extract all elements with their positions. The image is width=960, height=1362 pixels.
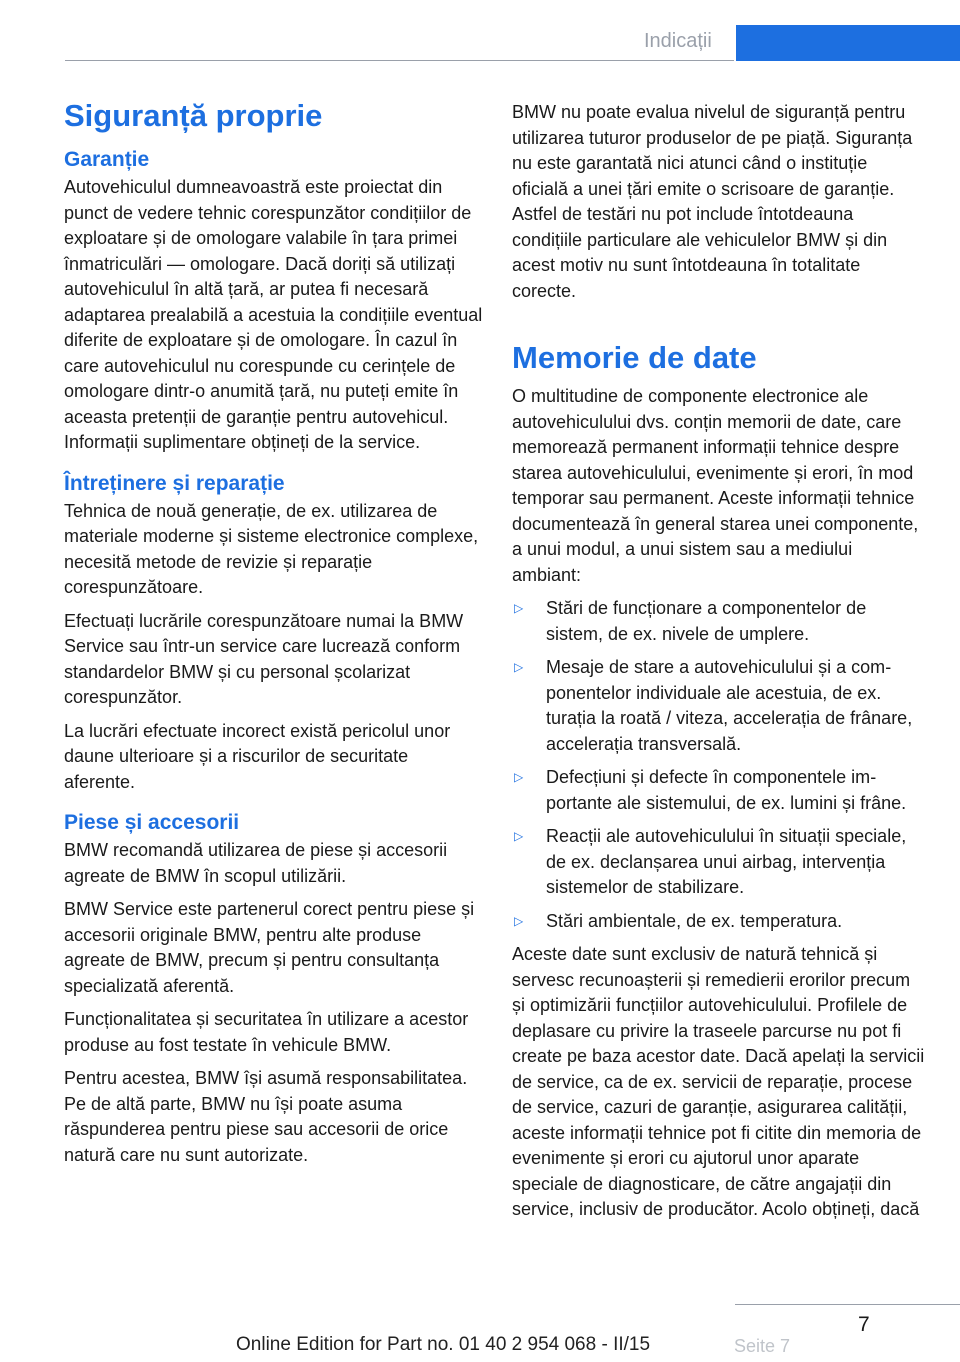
triangle-bullet-icon: ▷ [514,601,524,615]
footer-divider [735,1304,960,1305]
list-item: ▷ Stări ambientale, de ex. temperatura. [512,909,926,935]
heading-piese: Piese și accesorii [64,811,240,834]
section-title: Indicații [644,30,712,52]
section-heading-memorie: Memorie de date [512,340,757,375]
list-item: ▷ Reacții ale autovehiculului în situații speciale, de ex. declanșarea unui airbag, intervenția sistemelor de stabilizare. [514,826,907,897]
paragraph: Aceste date sunt exclusiv de natură tehnică și servesc recunoașterii și remedierii erorilor precum și optimizării funcțiilor autovehiculului. Profilele de deplasare cu privire la traseele parcurse nu pot fi create pe baza acestor date. Dacă apelați la servicii de service, ca de ex. servicii de reparație, procese de service, cazuri de garanție, asigurarea calității, aceste informații tehnice pot fi citite din memoria de evenimente și erori cu ajutorul unor aparate speciale de diagnosticare, de către angajații din service, inclusiv de producător. Acolo obțineți, dacă [512,944,925,1219]
header-accent-bar [736,25,960,61]
paragraph: BMW Service este partenerul corect pentru piese și accesorii originale BMW, pentru alte produse agreate de BMW, precum și pentru consultanța specializată aferentă. [64,899,475,996]
header-divider [65,60,734,61]
page-title: Siguranță proprie [64,98,323,133]
paragraph: BMW nu poate evalua nivelul de siguranță pentru utilizarea tuturor produselor de pe piață. Siguranța nu este garantată nici atunci când o instituție oficială a unei țări emite o scrisoare de garanție. Astfel de testări nu pot include întotdeauna condițiile particulare ale vehiculelor BMW și din acest motiv nu sunt întotdeauna în totalitate corecte. [512,102,913,301]
right-column [512,100,926,1231]
triangle-bullet-icon: ▷ [514,770,524,784]
left-column [64,96,484,1176]
paragraph: O multitudine de componente electronice ale autovehiculului dvs. conțin memorii de date, care memorează permanent informații tehnice despre starea autovehiculului, evenimente și erori, în mod temporar sau permanent. Aceste informații tehnice documentează în general starea unei componente, a unui modul, a unui sistem sau a mediului ambiant: [512,386,919,585]
triangle-bullet-icon: ▷ [514,660,524,674]
paragraph: La lucrări efectuate incorect există pericolul unor daune ulterioare și a riscurilor de securitate aferente. [64,720,451,792]
triangle-bullet-icon: ▷ [514,829,524,843]
heading-intretinere: Întreținere și reparație [64,471,285,495]
list-item: ▷ Defecțiuni și defecte în componentele importante ale sistemului, de ex. lumini și frâne. [514,767,907,813]
triangle-bullet-icon: ▷ [514,913,524,928]
paragraph: BMW recomandă utilizarea de piese și accesorii agreate de BMW în scopul utilizării. [64,840,448,886]
paragraph: Pentru acestea, BMW își asumă responsabilitatea. Pe de altă parte, BMW nu își poate asuma răspunderea pentru piese sau accesorii de orice natură care nu sunt autorizate. [64,1068,468,1165]
paragraph: Autovehiculul dumneavoastră este proiectat din punct de vedere tehnic corespunzător condițiilor de exploatare și de omologare valabile în țara primei înmatriculări — omologare. Dacă doriți să utilizați autovehiculul în altă țară, ar putea fi necesară adaptarea prealabilă a acestuia la condițiile eventual diferite de exploatare și de omologare. În cazul în care autovehiculul nu corespunde cu cerințele de omologare dintr-o anumită țară, nu puteți emite în aceasta pretenții de garanție pentru autovehicul. Informații suplimentare obțineți de la service. [64,177,483,452]
list-item: ▷ Mesaje de stare a autovehiculului și a componentelor individuale ale acestuia, de ex. turația la roată / viteza, accelerația de frânare, accelerația transversală. [514,657,913,754]
watermark: Seite 7 [734,1336,791,1356]
paragraph: Funcționalitatea și securitatea în utilizare a acestor produse au fost testate în vehicule BMW. [64,1009,469,1055]
page-number: 7 [858,1313,870,1336]
list-item: ▷ Stări de funcționare a componentelor de sistem, de ex. nivele de umplere. [514,598,867,644]
bullet-list [512,596,926,934]
edition-text: Online Edition for Part no. 01 40 2 954 068 - II/15 [236,1334,651,1355]
paragraph: Tehnica de nouă generație, de ex. utilizarea de materiale moderne și sisteme electronice complexe, necesită metode de revizie și reparație corespunzătoare. [64,500,479,597]
paragraph: Efectuați lucrările corespunzătoare numai la BMW Service sau într-un service care lucrează conform standardelor BMW și cu personal școlarizat corespunzător. [64,610,464,707]
heading-garantie: Garanție [64,148,150,171]
